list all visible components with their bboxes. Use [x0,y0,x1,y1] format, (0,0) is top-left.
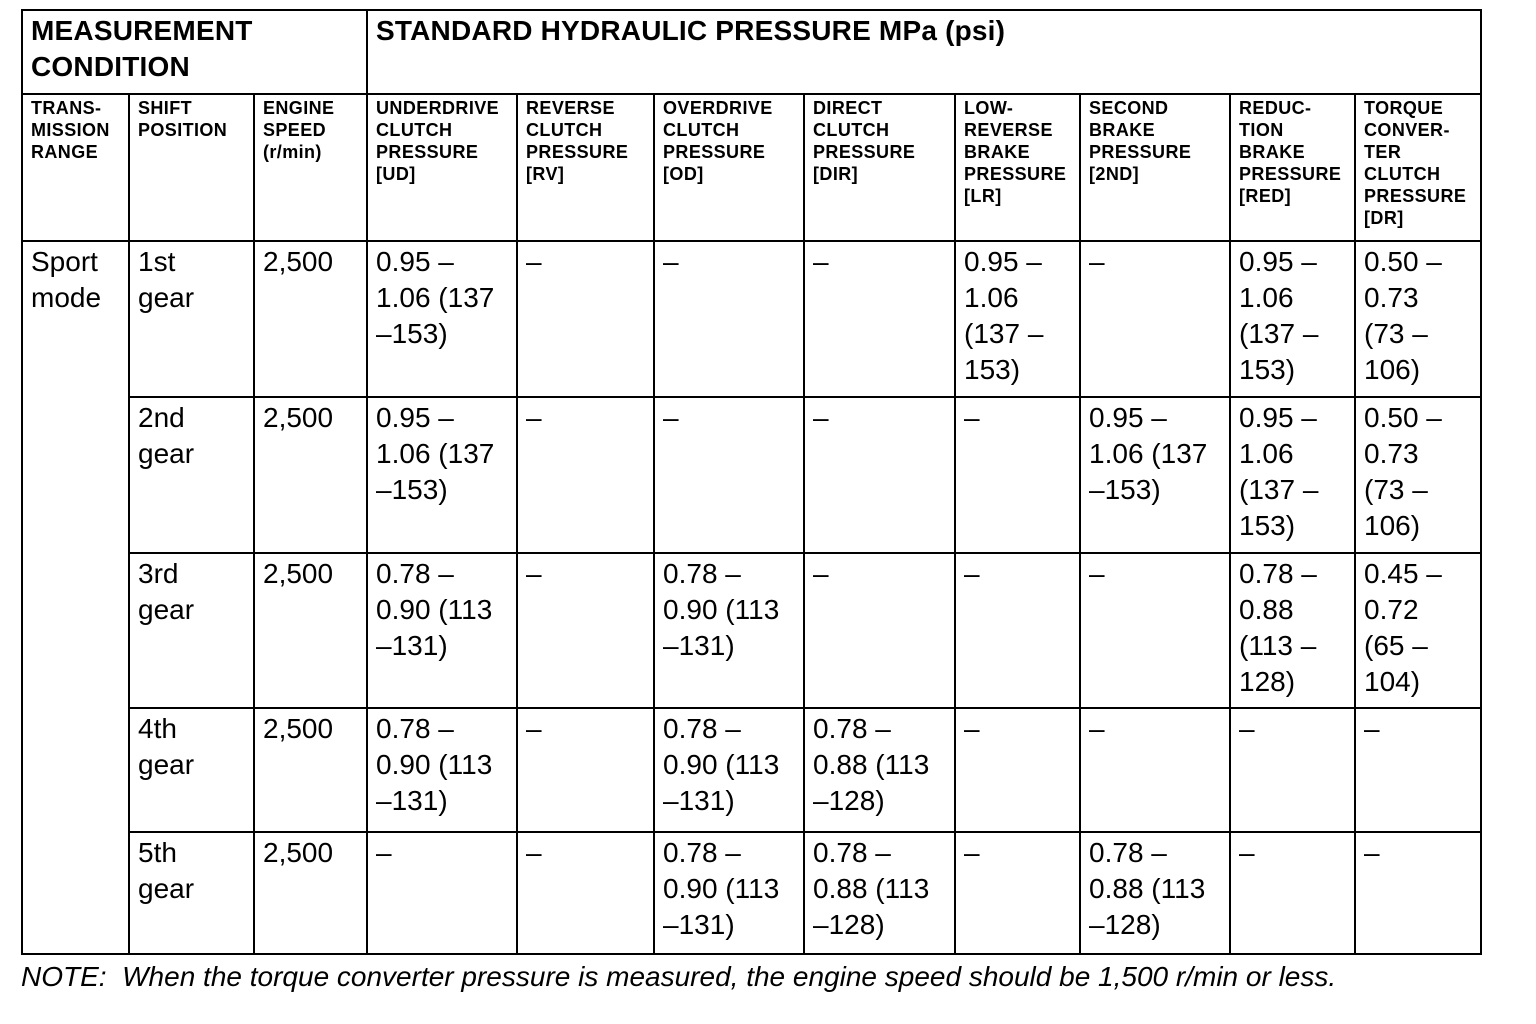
pressure-cell: – [517,553,654,708]
pressure-cell: – [804,553,955,708]
pressure-cell: 0.78 – 0.90 (113 –131) [367,553,517,708]
pressure-cell: – [1355,708,1481,832]
pressure-cell: – [517,832,654,954]
pressure-cell: 0.78 – 0.90 (113 –131) [654,708,804,832]
pressure-cell: – [517,397,654,553]
col-header-direct: DIRECT CLUTCH PRESSURE [DIR] [804,94,955,241]
pressure-cell: – [804,241,955,397]
pressure-cell: – [1080,241,1230,397]
table-row [22,241,1481,397]
hydraulic-pressure-table [21,9,1482,955]
column-header-row [22,94,1481,241]
engine-speed-cell: 2,500 [254,832,367,954]
shift-position-cell: 3rd gear [129,553,254,708]
pressure-cell: 0.78 – 0.88 (113 –128) [804,832,955,954]
engine-speed-cell: 2,500 [254,708,367,832]
shift-position-cell: 5th gear [129,832,254,954]
col-header-shift-position: SHIFT POSITION [129,94,254,241]
table-row [22,397,1481,553]
shift-position-cell: 4th gear [129,708,254,832]
table-row [22,708,1481,832]
pressure-cell: – [517,241,654,397]
shift-position-cell: 2nd gear [129,397,254,553]
pressure-cell: 0.78 – 0.88 (113 –128) [1080,832,1230,954]
pressure-cell: 0.78 – 0.90 (113 –131) [654,832,804,954]
torque-converter-note: NOTE: When the torque converter pressure is measured, the engine speed should be 1,500 r/min or less. [21,961,1337,992]
pressure-cell: 0.50 – 0.73 (73 – 106) [1355,397,1481,553]
pressure-cell: – [1230,832,1355,954]
pressure-cell: 0.45 – 0.72 (65 – 104) [1355,553,1481,708]
pressure-cell: 0.78 – 0.88 (113 – 128) [1230,553,1355,708]
pressure-cell: – [654,397,804,553]
col-header-reduction-brake: REDUC- TION BRAKE PRESSURE [RED] [1230,94,1355,241]
pressure-cell: – [1230,708,1355,832]
pressure-cell: 0.95 – 1.06 (137 –153) [367,241,517,397]
standard-pressure-header: STANDARD HYDRAULIC PRESSURE MPa (psi) [367,10,1481,94]
pressure-cell: 0.78 – 0.88 (113 –128) [804,708,955,832]
col-header-underdrive: UNDERDRIVE CLUTCH PRESSURE [UD] [367,94,517,241]
pressure-cell: 0.78 – 0.90 (113 –131) [367,708,517,832]
pressure-cell: – [955,832,1080,954]
col-header-low-reverse: LOW- REVERSE BRAKE PRESSURE [LR] [955,94,1080,241]
pressure-cell: – [955,553,1080,708]
pressure-cell: 0.95 – 1.06 (137 – 153) [955,241,1080,397]
table-row [22,832,1481,954]
shift-position-cell: 1st gear [129,241,254,397]
col-header-overdrive: OVERDRIVE CLUTCH PRESSURE [OD] [654,94,804,241]
pressure-cell: – [1080,708,1230,832]
transmission-range-cell: Sport mode [22,241,129,954]
engine-speed-cell: 2,500 [254,553,367,708]
pressure-cell: – [955,397,1080,553]
pressure-cell: 0.95 – 1.06 (137 –153) [367,397,517,553]
col-header-transmission-range: TRANS- MISSION RANGE [22,94,129,241]
pressure-cell: 0.95 – 1.06 (137 – 153) [1230,397,1355,553]
engine-speed-cell: 2,500 [254,397,367,553]
col-header-engine-speed: ENGINE SPEED (r/min) [254,94,367,241]
pressure-cell: 0.95 – 1.06 (137 –153) [1080,397,1230,553]
col-header-reverse: REVERSE CLUTCH PRESSURE [RV] [517,94,654,241]
pressure-cell: – [367,832,517,954]
pressure-cell: 0.95 – 1.06 (137 – 153) [1230,241,1355,397]
group-header-row [22,10,1481,94]
pressure-cell: – [517,708,654,832]
table-row [22,553,1481,708]
pressure-cell: 0.50 – 0.73 (73 – 106) [1355,241,1481,397]
pressure-cell: – [804,397,955,553]
engine-speed-cell: 2,500 [254,241,367,397]
pressure-cell: – [654,241,804,397]
col-header-second-brake: SECOND BRAKE PRESSURE [2ND] [1080,94,1230,241]
pressure-cell: – [1080,553,1230,708]
pressure-cell: – [1355,832,1481,954]
pressure-cell: – [955,708,1080,832]
measurement-condition-header: MEASUREMENT CONDITION [22,10,367,94]
col-header-torque-converter: TORQUE CONVER- TER CLUTCH PRESSURE [DR] [1355,94,1481,241]
pressure-cell: 0.78 – 0.90 (113 –131) [654,553,804,708]
